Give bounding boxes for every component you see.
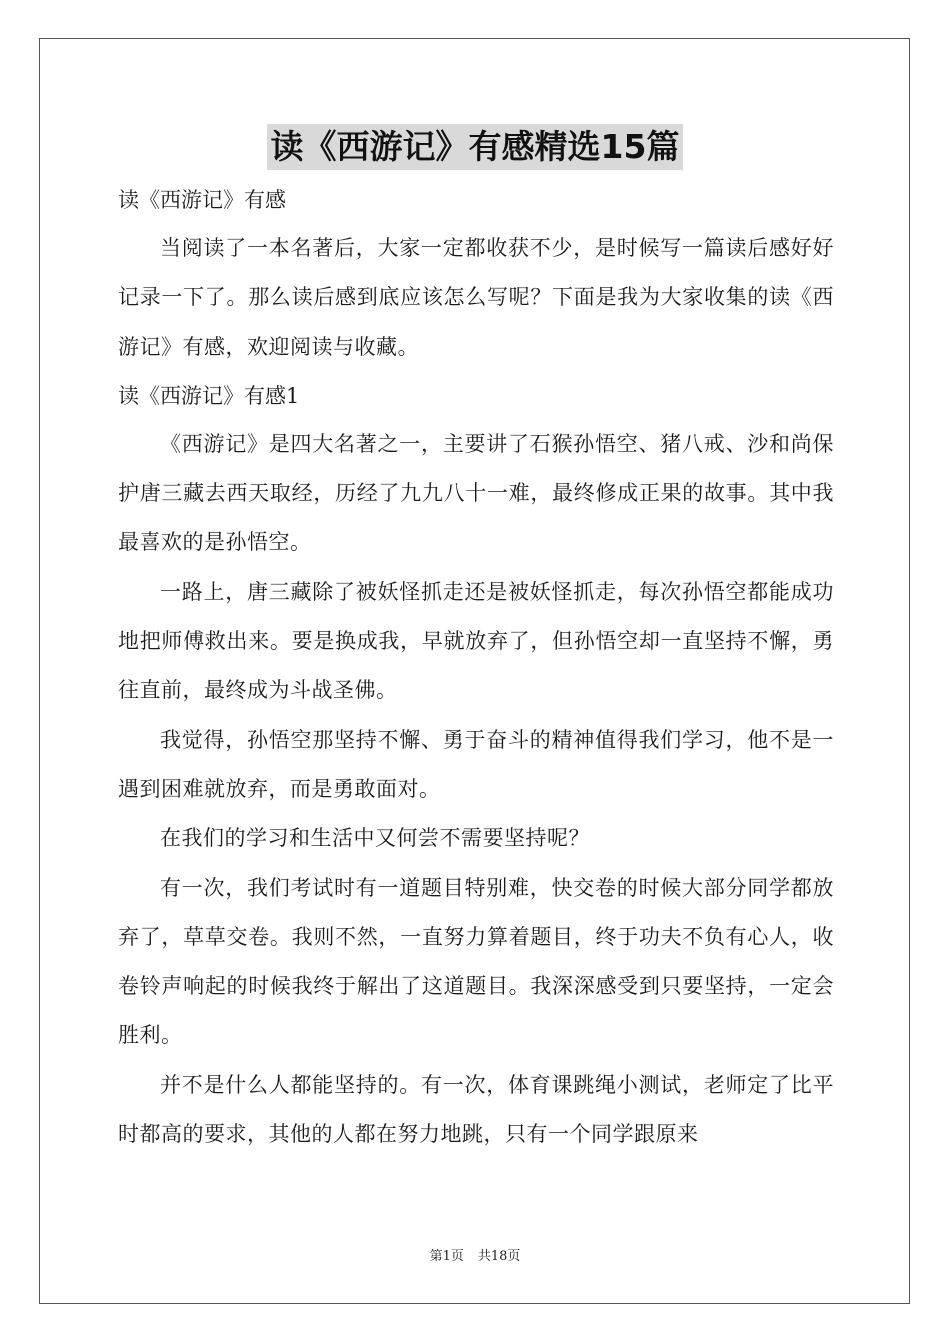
paragraph: 《西游记》是四大名著之一，主要讲了石猴孙悟空、猪八戒、沙和尚保护唐三藏去西天取经，历经了九九八十一难，最终修成正果的故事。其中我最喜欢的是孙悟空。	[118, 431, 834, 555]
page-footer	[0, 1247, 950, 1267]
paragraph: 当阅读了一本名著后，大家一定都收获不少，是时候写一篇读后感好好记录一下了。那么读后感到底应该怎么写呢？下面是我为大家收集的读《西游记》有感，欢迎阅读与收藏。	[118, 236, 834, 359]
title-container	[0, 124, 950, 170]
paragraph: 一路上，唐三藏除了被妖怪抓走还是被妖怪抓走，每次孙悟空都能成功地把师傅救出来。要是换成我，早就放弃了，但孙悟空却一直坚持不懈，勇往直前，最终成为斗战圣佛。	[118, 579, 834, 703]
section-heading: 读《西游记》有感1	[118, 383, 300, 408]
page-total: 共18页	[477, 1249, 521, 1264]
page-number: 第1页	[429, 1249, 464, 1264]
document-title: 读《西游记》有感精选15篇	[267, 124, 684, 170]
paragraph: 并不是什么人都能坚持的。有一次，体育课跳绳小测试，老师定了比平时都高的要求，其他的人都在努力地跳，只有一个同学跟原来	[118, 1072, 834, 1147]
paragraph: 在我们的学习和生活中又何尝不需要坚持呢？	[160, 826, 590, 851]
section-heading: 读《西游记》有感	[118, 188, 286, 212]
paragraph: 有一次，我们考试时有一道题目特别难，快交卷的时候大部分同学都放弃了，草草交卷。我则不然，一直努力算着题目，终于功夫不负有心人，收卷铃声响起的时候我终于解出了这道题目。我深深感受到只要坚持，一定会胜利。	[118, 875, 834, 1048]
paragraph: 我觉得，孙悟空那坚持不懈、勇于奋斗的精神值得我们学习，他不是一遇到困难就放弃，而是勇敢面对。	[118, 727, 834, 801]
document-body	[118, 176, 834, 1159]
